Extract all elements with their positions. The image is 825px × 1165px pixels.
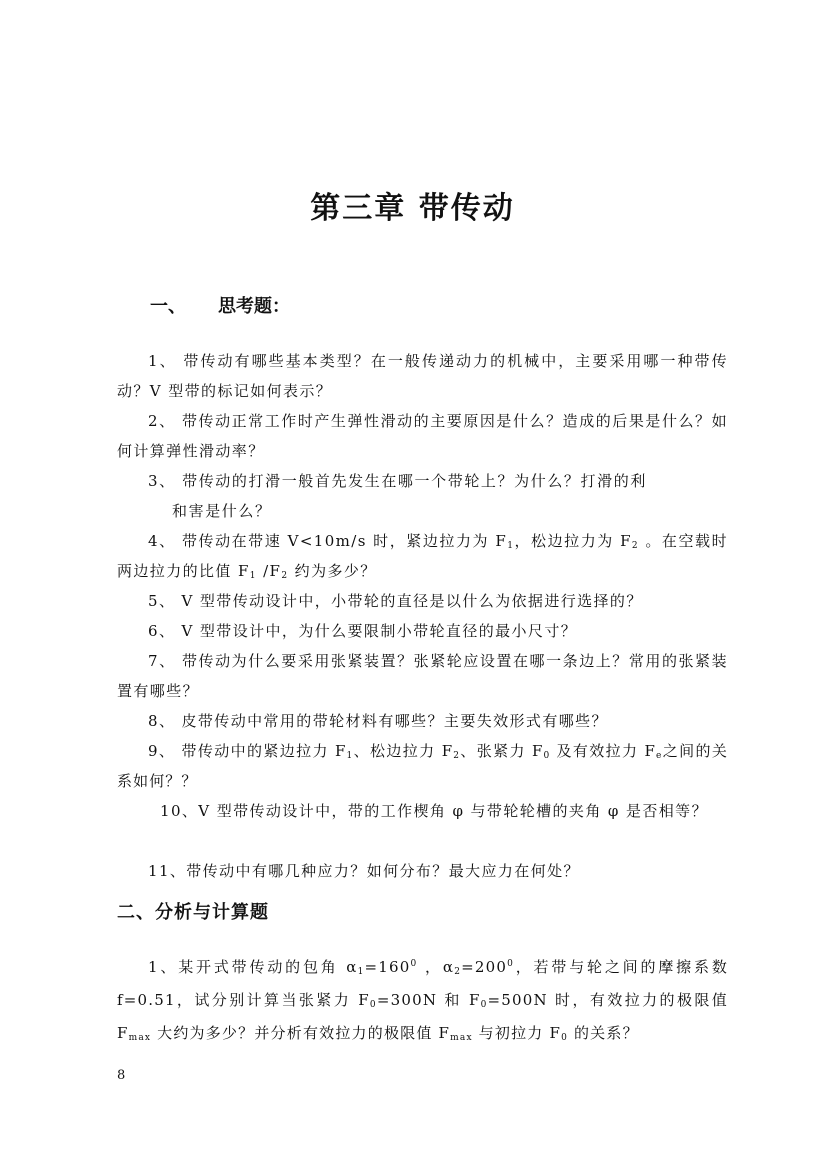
question-1: 1、 带传动有哪些基本类型？在一般传递动力的机械中，主要采用哪一种带传动？V 型带的标记如何表示？	[117, 352, 728, 400]
page-number: 8	[117, 1068, 126, 1083]
question-8: 8、 皮带传动中常用的带轮材料有哪些？主要失效形式有哪些？	[148, 712, 608, 730]
question-7: 7、 带传动为什么要采用张紧装置？张紧轮应设置在哪一条边上？常用的张紧装置有哪些？	[117, 652, 728, 700]
question-5: 5、 V 型带传动设计中，小带轮的直径是以什么为依据进行选择的？	[148, 592, 643, 610]
question-3-line-2: 和害是什么？	[172, 502, 272, 520]
question-11: 11、带传动中有哪几种应力？如何分布？最大应力在何处？	[148, 862, 580, 880]
question-4: 4、 带传动在带速 V<10m/s 时，紧边拉力为 $F_1$，松边拉力为 $F_2$ 。在空载时两边拉力的比值 $F_1$ $/F_2$ 约为多少？	[117, 532, 728, 581]
question-9: 9、 带传动中的紧边拉力 $F_1$、松边拉力 $F_2$、张紧力 $F_0$ 及有效拉力 $F_e$之间的关系如何？？	[117, 742, 729, 790]
section-number: 一、	[150, 296, 186, 317]
question-3-line-1: 3、 带传动的打滑一般首先发生在哪一个带轮上？为什么？打滑的利	[148, 472, 647, 490]
question-2: 2、 带传动正常工作时产生弹性滑动的主要原因是什么？造成的后果是什么？如何计算弹性滑动率？	[117, 412, 728, 460]
section-title: 思考题：	[218, 296, 290, 317]
question-6: 6、 V 型带设计中，为什么要限制小带轮直径的最小尺寸？	[148, 622, 578, 640]
section-heading-analysis: 二、分析与计算题	[117, 902, 269, 923]
section-heading-questions	[150, 292, 290, 318]
chapter-title: 第三章 带传动	[310, 191, 515, 226]
question-10: 10、V 型带传动设计中，带的工作楔角 φ 与带轮轮槽的夹角 φ 是否相等？	[160, 802, 708, 820]
exercise-1: 1、某开式带传动的包角 $\alpha_1=160^0$ ，$\alpha_2=200^0$，若带与轮之间的摩擦系数 f=0.51，试分别计算当张紧力 $F_0=300N$ 和 $F_0=500N$ 时，有效拉力的极限值 $F_{max}$ 大约为多少？并分析有效拉力的极限值 $F_{max}$ 与初拉力 $F_0$ 的关系？	[117, 958, 729, 1043]
